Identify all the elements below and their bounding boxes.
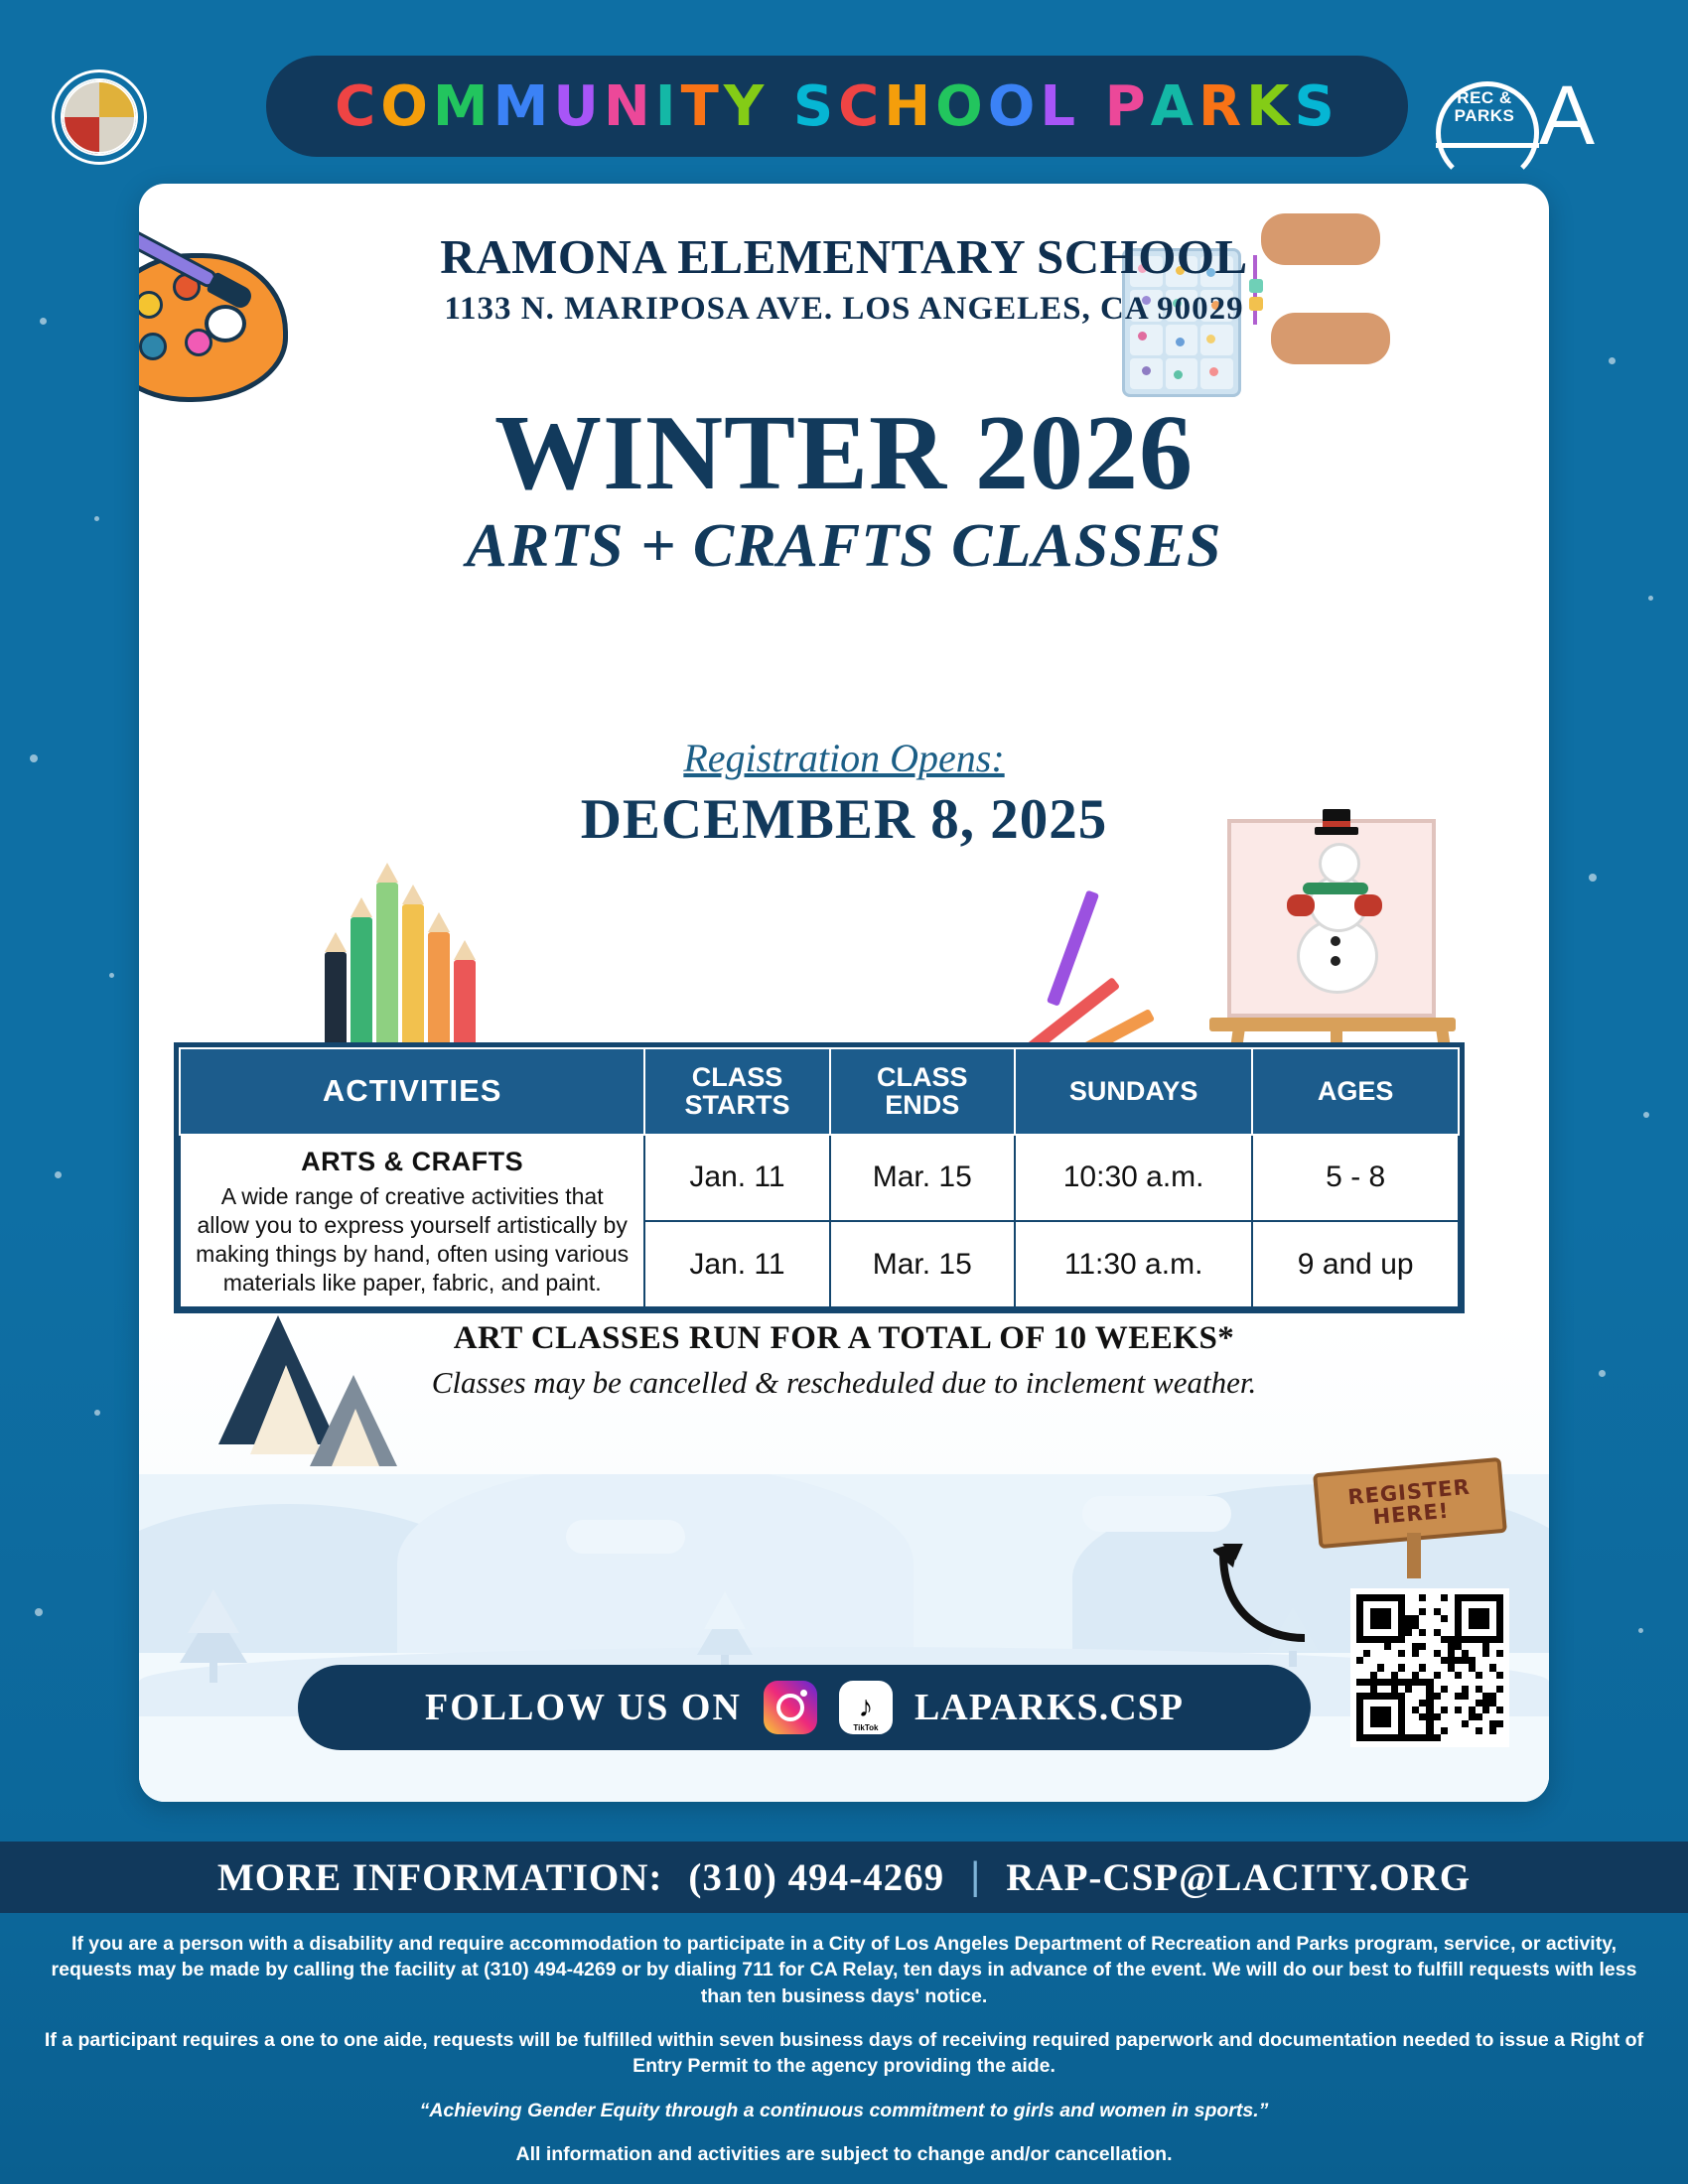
arrow-icon [1213,1544,1333,1653]
follow-us-bar [298,1665,1311,1750]
tiktok-label: TikTok [853,1723,879,1732]
registration-date: DECEMBER 8, 2025 [580,788,1108,851]
activity-cell [180,1135,644,1308]
rec-parks-line1: REC & [1457,88,1512,107]
th-class-ends-line2: ENDS [885,1090,960,1121]
tiktok-icon[interactable]: ♪ TikTok [839,1681,893,1734]
legal-paragraph-4: All information and activities are subject to change and/or cancellation. [515,2142,1173,2165]
rec-parks-a-mark: A [1539,68,1596,162]
row1-starts: Jan. 11 [644,1221,829,1307]
register-here-text: REGISTER HERE! [1346,1474,1472,1530]
footer-separator: | [970,1855,981,1898]
follow-label: FOLLOW US ON [425,1687,742,1728]
phone-number[interactable]: (310) 494-4269 [688,1855,945,1899]
registration-label: Registration Opens: [683,736,1005,780]
th-ages: AGES [1252,1048,1459,1135]
row0-starts: Jan. 11 [644,1135,829,1221]
th-class-starts-line1: CLASS [691,1062,783,1092]
instagram-icon[interactable] [764,1681,817,1734]
registration-qr-code[interactable] [1350,1588,1509,1747]
table-header-row [180,1048,1459,1135]
flyer-header [0,38,1688,162]
class-schedule-table [174,1042,1465,1313]
city-of-la-seal-icon [52,69,147,165]
activity-title: ARTS & CRAFTS [301,1146,524,1176]
rec-parks-line2: PARKS [1454,106,1515,125]
weather-note: Classes may be cancelled & rescheduled due to inclement weather. [431,1365,1257,1400]
more-info-label: MORE INFORMATION: [216,1855,663,1899]
row1-ends: Mar. 15 [830,1221,1015,1307]
legal-paragraph-1: If you are a person with a disability and require accommodation to participate in a City of Los Angeles Department of Recreation and Parks program, service, or activity, requests may be made by calling the facility at (310) 494-4269 or by dialing 711 for CA Relay, ten days in advance of the event. We will do our best to fulfill requests with less than ten business days' notice. [51,1933,1637,2007]
th-activities: ACTIVITIES [180,1048,644,1135]
school-address: 1133 N. MARIPOSA AVE. LOS ANGELES, CA 90029 [444,291,1244,327]
th-class-ends [830,1048,1015,1135]
flyer-card [139,184,1549,1802]
row0-sundays: 10:30 a.m. [1015,1135,1253,1221]
row1-ages: 9 and up [1252,1221,1459,1307]
more-information-bar [0,1842,1688,1913]
banner-title: COMMUNITY SCHOOL PARKS [335,73,1339,139]
row1-sundays: 11:30 a.m. [1015,1221,1253,1307]
rec-and-parks-logo [1428,68,1626,167]
th-class-starts-line2: STARTS [684,1090,790,1121]
register-here-sign [1316,1459,1514,1569]
activity-description: A wide range of creative activities that allow you to express yourself artistically by making things by hand, often using various materials like paper, fabric, and paint. [196,1183,630,1296]
season-title: WINTER 2026 [493,394,1195,512]
legal-paragraph-2: If a participant requires a one to one aide, requests will be fulfilled within seven business days of receiving required paperwork and documentation needed to issue a Right of Entry Permit to the agency providing the aide. [44,2028,1644,2078]
row0-ends: Mar. 15 [830,1135,1015,1221]
legal-paragraph-3: “Achieving Gender Equity through a continuous commitment to girls and women in sports.” [419,2099,1269,2121]
legal-notices [0,1931,1688,2184]
row0-ages: 5 - 8 [1252,1135,1459,1221]
banner-title-pill [266,56,1408,157]
weeks-note: ART CLASSES RUN FOR A TOTAL OF 10 WEEKS* [453,1320,1235,1356]
th-sundays: SUNDAYS [1015,1048,1253,1135]
school-name: RAMONA ELEMENTARY SCHOOL [440,229,1248,284]
social-handle: LAPARKS.CSP [914,1687,1184,1728]
th-class-ends-line1: CLASS [877,1062,968,1092]
email-address[interactable]: RAP-CSP@LACITY.ORG [1006,1855,1472,1899]
th-class-starts [644,1048,829,1135]
program-title: ARTS + CRAFTS CLASSES [466,512,1222,580]
table-row [180,1135,1459,1221]
